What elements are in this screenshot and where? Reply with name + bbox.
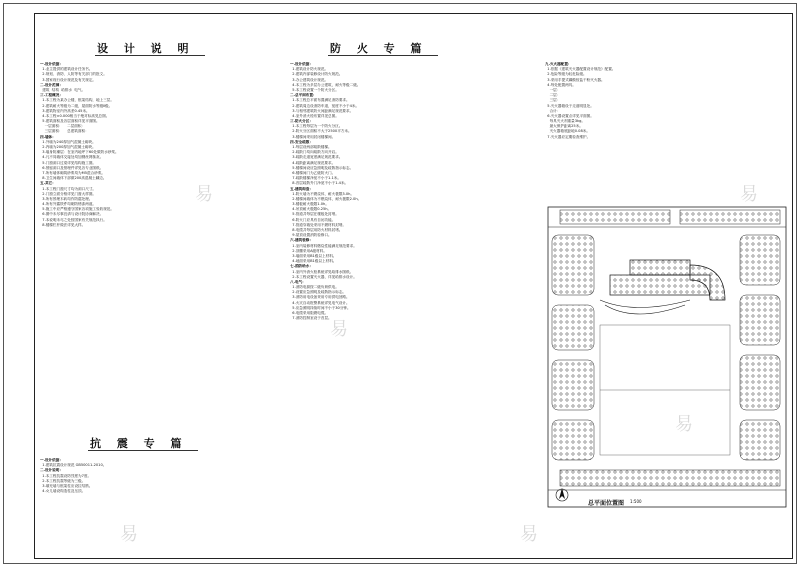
note-line: 7.疏散楼梯净宽不小于1.1米。 [290,176,341,181]
note-line: 七.消防给水： [290,264,313,269]
note-line: 3.楼板耐火极限1.0h。 [290,202,329,207]
note-line: 3.采用手提式磷酸铵盐干粉灭火器。 [545,77,605,82]
note-line: 4.地面采用B1级以上材料。 [290,259,337,264]
note-line: 3.墙面采用B1级以上材料。 [290,253,337,258]
note-line: 一.设计依据： [290,62,313,66]
watermark: 易 [195,184,213,205]
note-line: 4.每处配置两具。 [545,82,576,87]
site-plan-scale: 1:500 [630,499,642,504]
title-underline [88,450,198,451]
note-line: 2.顶棚采用A级材料。 [290,248,327,253]
note-line: 6.灭火器设置点详见平面图。 [545,113,594,118]
note-line: 每具灭火剂重量3kg。 [545,119,585,124]
note-line: 二.设计说明： [40,468,63,473]
note-line: 五.建筑构造： [290,186,313,191]
note-line: 7.本说明未尽之处按国家有关规范执行。 [40,217,107,222]
note-line: 1.建筑抗震设计规范 GB50011-2010。 [40,463,107,468]
seismic-notes-column [40,458,270,494]
note-line: 2.本工程抗震等级为三级。 [40,478,86,483]
note-line: 2.设置应急照明及疏散指示标志。 [290,290,347,295]
note-line: 4.火灾自动报警系统详见电气设计。 [290,300,350,305]
note-line: 8.卫生间墙体下部做200高混凝土翻边。 [40,176,107,181]
note-line: 1.本工程为某办公楼，框架结构，地上三层。 [40,98,114,103]
note-line: 3.办公建筑设计规范。 [290,77,329,82]
note-line: 1.外墙为240厚加气混凝土砌块。 [40,139,96,144]
note-line: 4.本工程±0.000相当于绝对标高见总图。 [40,113,110,118]
note-line: 1.依据《建筑灭火器配置设计规范》配置。 [545,67,616,72]
note-line: 1.本工程抗震设防烈度为7度。 [40,473,92,478]
note-line: 九.灭火器配置： [545,62,572,66]
note-line: 1.防火墙为不燃烧体，耐火极限3.0h。 [290,191,355,196]
note-line: 2.防火分区面积不大于2500平方米。 [290,129,352,134]
note-line: 1.建筑设计防火规范。 [290,67,329,72]
note-line: 6.图中未尽事宜请与设计院协商解决。 [40,212,104,217]
note-line: 三.防火分区： [290,119,313,124]
note-line: 1.消防电源按二级负荷供电。 [290,285,339,290]
note-line: 3.疏散走道宽度满足规范要求。 [290,155,343,160]
note-line: 五.其它： [40,181,56,186]
note-line: 一.设计依据： [40,62,63,66]
note-line: 2.门窗立面分格详见门窗大样图。 [40,191,97,196]
note-line: 最大保护距离25米。 [545,124,583,129]
note-line: 2.规划、消防、人防等有关部门的批文。 [40,72,107,77]
note-line: 2.内墙为200厚加气混凝土砌块。 [40,145,96,149]
seismic-title: 抗 震 专 篇 [90,437,188,450]
note-line: 5.本工程设置一个防火分区。 [290,87,339,92]
note-line: 3.墙身防潮层：在室内地坪下60处做防水砂浆。 [40,150,119,155]
note-line: 2.危险等级为轻危险级。 [545,72,587,77]
note-line: 5.灭火器箱设于走道明显处。 [545,103,594,108]
watermark: 易 [520,524,538,545]
note-line: 4.本工程为多层办公建筑，耐火等级二级。 [290,82,361,87]
note-line: 2.建筑周边设消防车道，宽度不小于4米。 [290,103,360,108]
note-line: 2.建筑耐火等级为二级，屋面防水等级Ⅱ级。 [40,103,113,108]
note-line: 5.施工中应严格遵守国家各项施工验收规范。 [40,207,114,212]
note-line: 7.管道穿墙处采用不燃材料封堵。 [290,222,347,227]
title-underline [328,55,438,56]
note-line: 4.吊顶耐火极限0.25h。 [290,207,332,212]
design-notes-column [40,62,270,228]
title-underline [95,55,205,56]
note-line: 1.每层设两部疏散楼梯。 [290,145,332,149]
note-line: 二层： [545,93,561,98]
note-line: 1.本工程每层为一个防火分区。 [290,124,343,129]
note-line: 灭火器箱底距地0.08米。 [545,129,590,134]
note-line: 合计： [545,108,561,113]
note-line: 5.建筑面积及各层面积详见平面图。 [40,119,100,124]
watermark: 易 [675,414,693,435]
note-line: 4.所有外露铁件均刷防锈漆两道。 [40,202,97,207]
note-line: 三.工程概况： [40,93,63,98]
note-line: 一层面积： 二层面积： [40,124,86,129]
note-line: 二.设计范围： [40,82,63,87]
note-line: 一.设计依据： [40,458,63,462]
note-line: 7.灭火器应定期检查维护。 [545,134,591,139]
note-line: 3.所有预埋木砖均作防腐处理。 [40,196,93,201]
fire-protection-title: 防 火 专 篇 [330,42,428,55]
design-notes-title: 设 计 说 明 [97,42,195,55]
note-line: 5.楼梯间设应急照明及疏散指示标志。 [290,165,354,170]
note-line: 4.女儿墙设构造柱及压顶。 [40,489,86,494]
fire-notes-column [290,62,525,321]
note-line: 1.业主提供的建筑设计任务书。 [40,67,93,72]
note-line: 建筑 结构 给排水 电气。 [40,87,86,92]
note-line: 6.楼梯间门为乙级防火门。 [290,170,336,175]
note-line: 一层： [545,87,561,92]
note-line: 二.总平面布置： [290,93,317,98]
note-line: 6.预留洞口及预埋件详见各专业图纸。 [40,165,104,170]
note-line: 4.室外消火栓布置详见总图。 [290,113,339,118]
note-line: 5.管道井每层在楼板处封堵。 [290,212,339,217]
note-line: 5.应急照明持续时间不小于30分钟。 [290,305,351,310]
note-line: 8.楼梯栏杆做法详见大样。 [40,222,86,227]
site-plan-title: 总平面位置图 [588,500,625,507]
note-line: 四.安全疏散： [290,139,313,144]
note-line: 2.建筑内部装修设计防火规范。 [290,72,343,77]
note-line: 6.防火门应具有自闭功能。 [290,217,336,222]
note-line: 三层： [545,98,561,103]
note-line: 5.门窗洞口过梁详见结构施工图。 [40,160,97,165]
note-line: 3.楼梯间采用封闭楼梯间。 [290,134,336,139]
watermark: 易 [120,524,138,545]
note-line: 3.建筑物室内外高差0.45米。 [40,108,90,113]
note-line: 7.所有墙体砌筑砂浆均为M5混合砂浆。 [40,170,106,175]
note-line: 7.消防控制室设于首层。 [290,316,332,321]
note-line: 4.疏散距离满足规范要求。 [290,160,336,165]
note-line: 6.电缆采用阻燃电缆。 [290,311,329,315]
watermark: 易 [330,319,348,340]
note-line: 1.室内装修材料燃烧性能满足规范要求。 [290,243,357,248]
note-line: 1.本工程门窗尺寸均为洞口尺寸。 [40,186,97,191]
note-line: 三层面积： 总建筑面积： [40,129,89,134]
note-line: 3.国家现行设计规范及有关规定。 [40,77,97,82]
note-line: 2.疏散门均向疏散方向开启。 [290,150,339,155]
note-line: 3.与相邻建筑防火间距满足规范要求。 [290,108,354,113]
note-line: 8.首层疏散外门净宽不小于1.4米。 [290,181,349,186]
note-line: 4.凡不同墙体交接处均加钢丝网抹灰。 [40,155,104,160]
note-line: 9.屋顶设置消防检修口。 [290,233,332,238]
note-line: 3.消防用电设备采用专用供电回路。 [290,295,350,300]
note-line: 2.本工程设置灭火器，详见给排水设计。 [290,274,357,279]
note-line: 八.电气： [290,279,306,284]
note-line: 1.室内外消火栓系统详见给排水图纸。 [290,269,354,274]
extinguisher-notes-column [545,62,785,140]
site-plan-drawing [540,205,790,515]
note-line: 3.填充墙与框架柱应设拉结筋。 [40,483,93,488]
note-line: 1.本工程总平面布置满足消防要求。 [290,98,350,103]
note-line: 8.电缆井每层用防火材料封堵。 [290,228,343,232]
note-line: 四.墙体： [40,134,56,139]
watermark: 易 [740,184,758,205]
note-line: 2.楼梯间墙体为不燃烧体，耐火极限2.0h。 [290,196,362,201]
note-line: 六.建筑装修： [290,238,313,243]
